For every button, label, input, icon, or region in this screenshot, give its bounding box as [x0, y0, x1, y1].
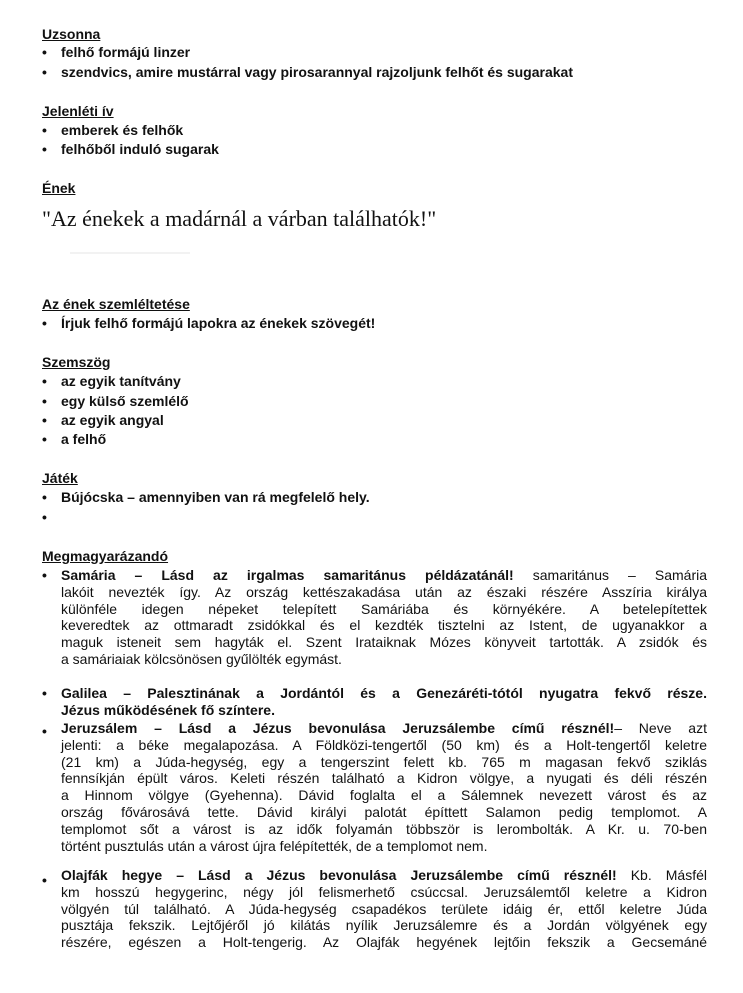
heading-enek: Ének [42, 180, 76, 196]
bullet: • [42, 723, 47, 739]
paragraph-samaria: Samária – Lásd az irgalmas samaritánus példázatánál! samaritánus – Samária lakóit nevezték így. Az ország kettészakadása után az északi részére Asszíria királya különféle idegen népeket telepített Samáriába és környékére. A betelepítettek keveredtek az ottmaradt zsidókkal és el kezdték tisztelni az Istent, de ugyanakkor a maguk isteneit sem hagyták el. Szent Irataiknak Mózes könyveit tartották. A zsidók és a samáriaiak kölcsönösen gyűlölték egymást. [61, 567, 708, 667]
term-galilea: Galilea – Palesztinának a Jordántól és a Genezáréti-tótól nyugatra fekvő része. [61, 685, 707, 701]
faint-scan-mark [70, 252, 190, 254]
term-jeruzsalem: Jeruzsálem – Lásd a Jézus bevonulása Jeruzsálembe című résznél! [61, 720, 615, 736]
document-page: Uzsonna • felhő formájú linzer • szendvics, amire mustárral vagy pirosarannyal rajzoljunk felhőt és sugarakat Jelenléti ív • emberek és felhők • felhőből induló sugarak Ének "Az énekek a madárnál a várban találhatók!" Az ének szemléltetése • Írjuk felhő formájú lapokra az énekek szövegét! Szemszög • az egyik tanítvány • egy külső szemlélő • az egyik angyal • a felhő Játék • Bújócska – amennyiben van rá megfelelő hely. • Megmagyarázandó • Samária – Lásd az irgalmas samaritánus példázatánál! samaritánus – Samária lakóit nevezték így. Az ország kettészakadása után az északi részére Asszíria királya különféle idegen népeket telepített Samáriába és környékére. A betelepítettek keveredtek az ottmaradt zsidókkal és el kezdték tisztelni az Istent, de ugyanakkor a maguk isteneit sem hagyták el. Szent Irataiknak Mózes könyveit tartották. A zsidók és a samáriaiak kölcsönösen gyűlölték egymást. • Galilea – Palesztinának a Jordántól és a Genezáréti-tótól nyugatra fekvő része. Jézus működésének fő színtere. • Jeruzsálem – Lásd a Jézus bevonulása Jeruzsálembe című résznél!– Neve azt jelenti: a béke megalapozása. A Földközi-tengertől (50 km) és a Holt-tengertől keletre (21 km) a Júda-hegység, egy a tengerszint felett kb. 765 m magasan fekvő sziklás fennsíkján épült város. Keleti részén található a Kidron völgye, a nyugati és déli részén a Hinnom völgye (Gyehenna). Dávid foglalta el a Sálemnek nevezett várost és az ország fővárosává tette. Dávid királyi palotát építtett Salamon pedig templomot. A templomot sőt a várost is az idők folyamán többször is lerombolták. A Kr. u. 70-ben történt pusztulás után a várost újra felépítették, de a templomot nem. • Olajfák hegye – Lásd a Jézus bevonulása Jeruzsálembe című résznél! Kb. Másfél km hosszú hegygerinc, négy jól felismerhető csúccsal. Jeruzsálemtől keletre a Kidron völgyén túl található. A Júda-hegység csapadékos területe idáig ér, ettől keletre Júda pusztája fekszik. Lejtőjéről jó kilátás nyílik Jeruzsálemre és a Jordán völgyének egy részére, egészen a Holt-tengerig. Az Olajfák hegyének lejtőin fekszik a Gecsemáné [42, 26, 708, 951]
term-samaria: Samária – Lásd az irgalmas samaritánus példázatánál! [61, 567, 514, 583]
heading-uzsonna: Uzsonna [42, 26, 101, 42]
heading-szemleltetes: Az ének szemléltetése [42, 296, 190, 312]
paragraph-galilea: Galilea – Palesztinának a Jordántól és a Genezáréti-tótól nyugatra fekvő része. Jézus működésének fő színtere. [61, 685, 707, 718]
song-location-quote: "Az énekek a madárnál a várban találhatók!" [42, 206, 437, 231]
heading-jelenleti-iv: Jelenléti ív [42, 103, 114, 119]
bullet: • [42, 685, 47, 701]
heading-jatek: Játék [42, 470, 78, 486]
paragraph-olajfak-hegye: Olajfák hegye – Lásd a Jézus bevonulása Jeruzsálembe című résznél! Kb. Másfél km hosszú hegygerinc, négy jól felismerhető csúccsal. Jeruzsálemtől keletre a Kidron völgyén túl található. A Júda-hegység csapadékos területe idáig ér, ettől keletre Júda pusztája fekszik. Lejtőjéről jó kilátás nyílik Jeruzsálemre és a Jordán völgyének egy részére, egészen a Holt-tengerig. Az Olajfák hegyének lejtőin fekszik a Gecsemáné [61, 867, 707, 951]
bullet: • [42, 567, 47, 583]
heading-megmagyarazando: Megmagyarázandó [42, 548, 169, 564]
paragraph-jeruzsalem: Jeruzsálem – Lásd a Jézus bevonulása Jeruzsálembe című résznél!– Neve azt jelenti: a béke megalapozása. A Földközi-tengertől (50 km) és a Holt-tengertől keletre (21 km) a Júda-hegység, egy a tengerszint felett kb. 765 m magasan fekvő sziklás fennsíkján épült város. Keleti részén található a Kidron völgye, a nyugati és déli részén a Hinnom völgye (Gyehenna). Dávid foglalta el a Sálemnek nevezett várost és az ország fővárosává tette. Dávid királyi palotát építtett Salamon pedig templomot. A templomot sőt a várost is az idők folyamán többször is lerombolták. A Kr. u. 70-ben történt pusztulás után a várost újra felépítették, de a templomot nem. [61, 720, 707, 854]
bullet: • [42, 872, 47, 888]
term-olajfak-hegye: Olajfák hegye – Lásd a Jézus bevonulása Jeruzsálembe című résznél! [61, 867, 617, 883]
heading-szemszog: Szemszög [42, 354, 111, 370]
